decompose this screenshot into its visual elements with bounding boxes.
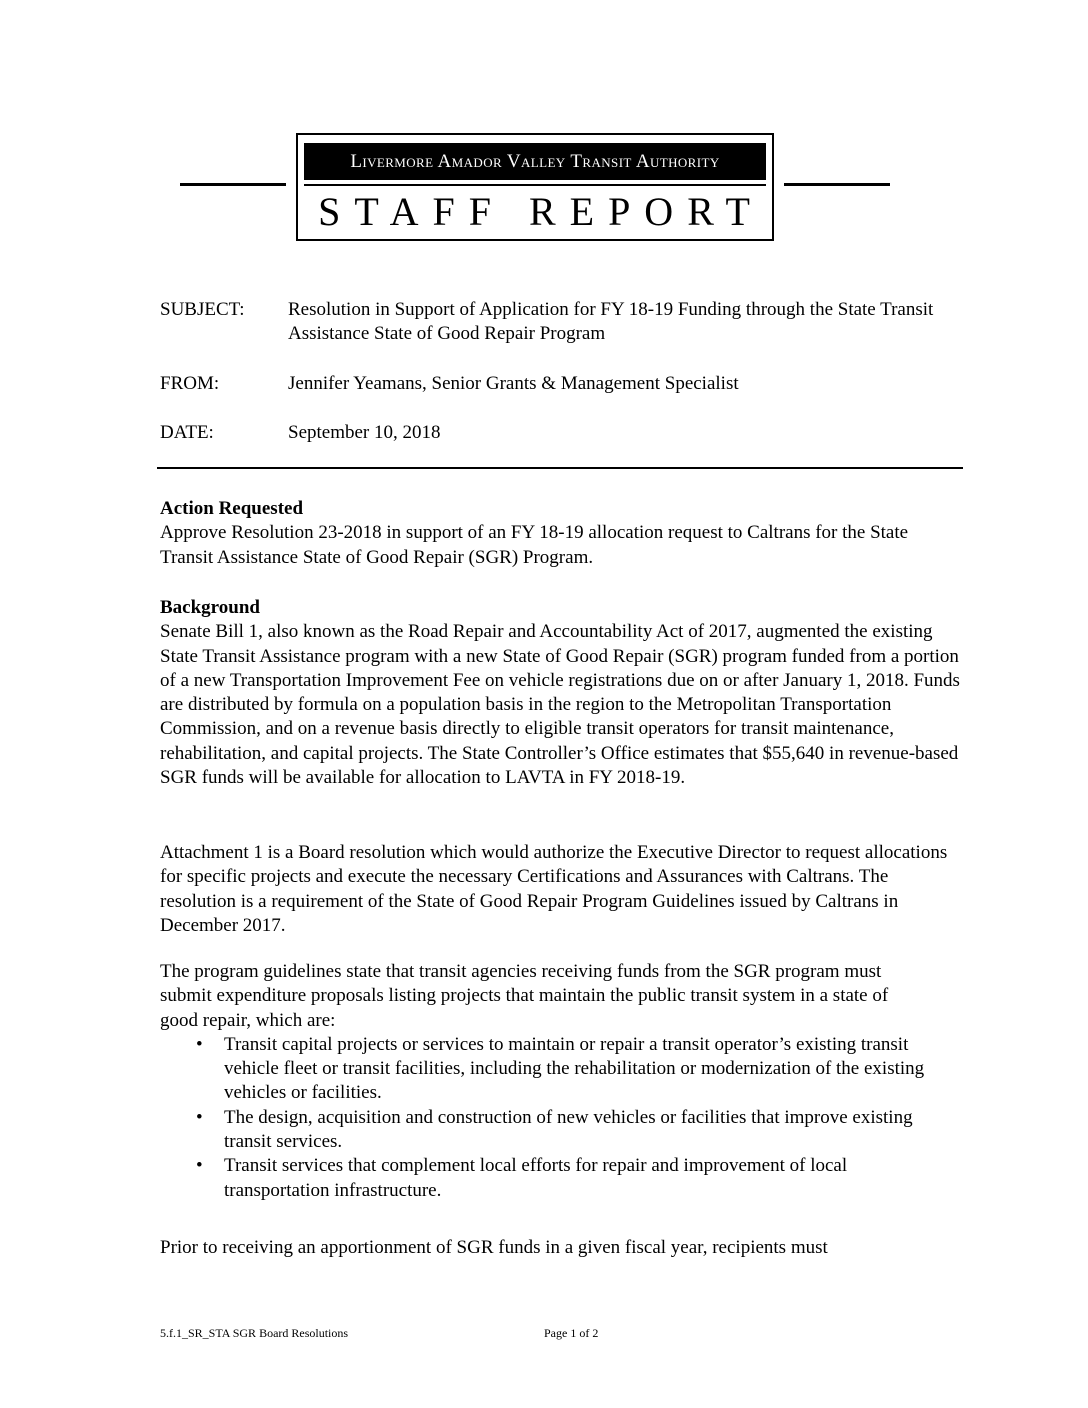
background-heading: Background bbox=[160, 597, 260, 618]
footer-page-number: Page 1 of 2 bbox=[544, 1326, 599, 1340]
list-item bbox=[160, 1106, 944, 1155]
subject-label: SUBJECT: bbox=[160, 299, 245, 320]
bullet-icon: • bbox=[196, 1033, 203, 1055]
list-item-text: Transit capital projects or services to maintain or repair a transit operator’s existing transit vehicle fleet or transit facilities, including the rehabilitation or modernization of the existing vehicles or facilities. bbox=[224, 1033, 925, 1104]
from-label: FROM: bbox=[160, 373, 220, 394]
list-item bbox=[160, 1154, 944, 1203]
subject-value: Resolution in Support of Application for FY 18-19 Funding through the State Transit Assistance State of Good Repair Program bbox=[288, 299, 934, 344]
background-paragraph-1: Senate Bill 1, also known as the Road Repair and Accountability Act of 2017, augmented the existing State Transit Assistance program with a new State of Good Repair (SGR) program funded from a portion of a new Transportation Improvement Fee on vehicle registrations due on or after January 1, 2018. Funds are distributed by formula on a population basis in the region to the Metropolitan Transportation Commission, and on a revenue basis directly to eligible transit operators for transit maintenance, rehabilitation, and capital projects. The State Controller’s Office estimates that $55,640 in revenue-based SGR funds will be available for allocation to LAVTA in FY 2018-19. bbox=[160, 621, 960, 789]
background-paragraph-4: Prior to receiving an apportionment of SGR funds in a given fiscal year, recipients must bbox=[160, 1237, 828, 1258]
list-item bbox=[160, 1033, 944, 1106]
list-item-text: The design, acquisition and construction of new vehicles or facilities that improve existing transit services. bbox=[224, 1106, 913, 1153]
from-value: Jennifer Yeamans, Senior Grants & Management Specialist bbox=[288, 373, 739, 394]
agency-underline bbox=[304, 184, 766, 186]
action-heading: Action Requested bbox=[160, 498, 304, 519]
memo-divider bbox=[157, 467, 963, 469]
date-value: September 10, 2018 bbox=[288, 422, 441, 443]
bullet-icon: • bbox=[196, 1155, 203, 1177]
date-label: DATE: bbox=[160, 422, 214, 443]
header-rule-right bbox=[784, 183, 890, 186]
background-paragraph-3-block bbox=[160, 960, 960, 1203]
agency-name: Livermore Amador Valley Transit Authority bbox=[304, 143, 766, 180]
background-paragraph-3: The program guidelines state that transit agencies receiving funds from the SGR program must submit expenditure proposals listing projects that maintain the public transit system in a state of good repair, which are: bbox=[160, 961, 889, 1031]
sgr-project-list bbox=[160, 1033, 960, 1203]
background-section bbox=[160, 596, 960, 790]
footer-file-name: 5.f.1_SR_STA SGR Board Resolutions bbox=[160, 1326, 349, 1340]
action-section bbox=[160, 497, 960, 570]
header-rule-left bbox=[180, 183, 286, 186]
action-text: Approve Resolution 23-2018 in support of an FY 18-19 allocation request to Caltrans for the State Transit Assistance State of Good Repair (SGR) Program. bbox=[160, 522, 909, 568]
background-paragraph-2-block bbox=[160, 841, 960, 938]
background-paragraph-4-block bbox=[160, 1236, 960, 1260]
background-paragraph-2: Attachment 1 is a Board resolution which would authorize the Executive Director to request allocations for specific projects and execute the necessary Certifications and Assurances with Caltrans. The resolution is a requirement of the State of Good Repair Program Guidelines issued by Caltrans in December 2017. bbox=[160, 842, 948, 936]
bullet-icon: • bbox=[196, 1106, 203, 1128]
staff-report-header bbox=[296, 133, 774, 241]
list-item-text: Transit services that complement local efforts for repair and improvement of local transportation infrastructure. bbox=[224, 1155, 848, 1201]
report-title: STAFF REPORT bbox=[318, 189, 764, 234]
